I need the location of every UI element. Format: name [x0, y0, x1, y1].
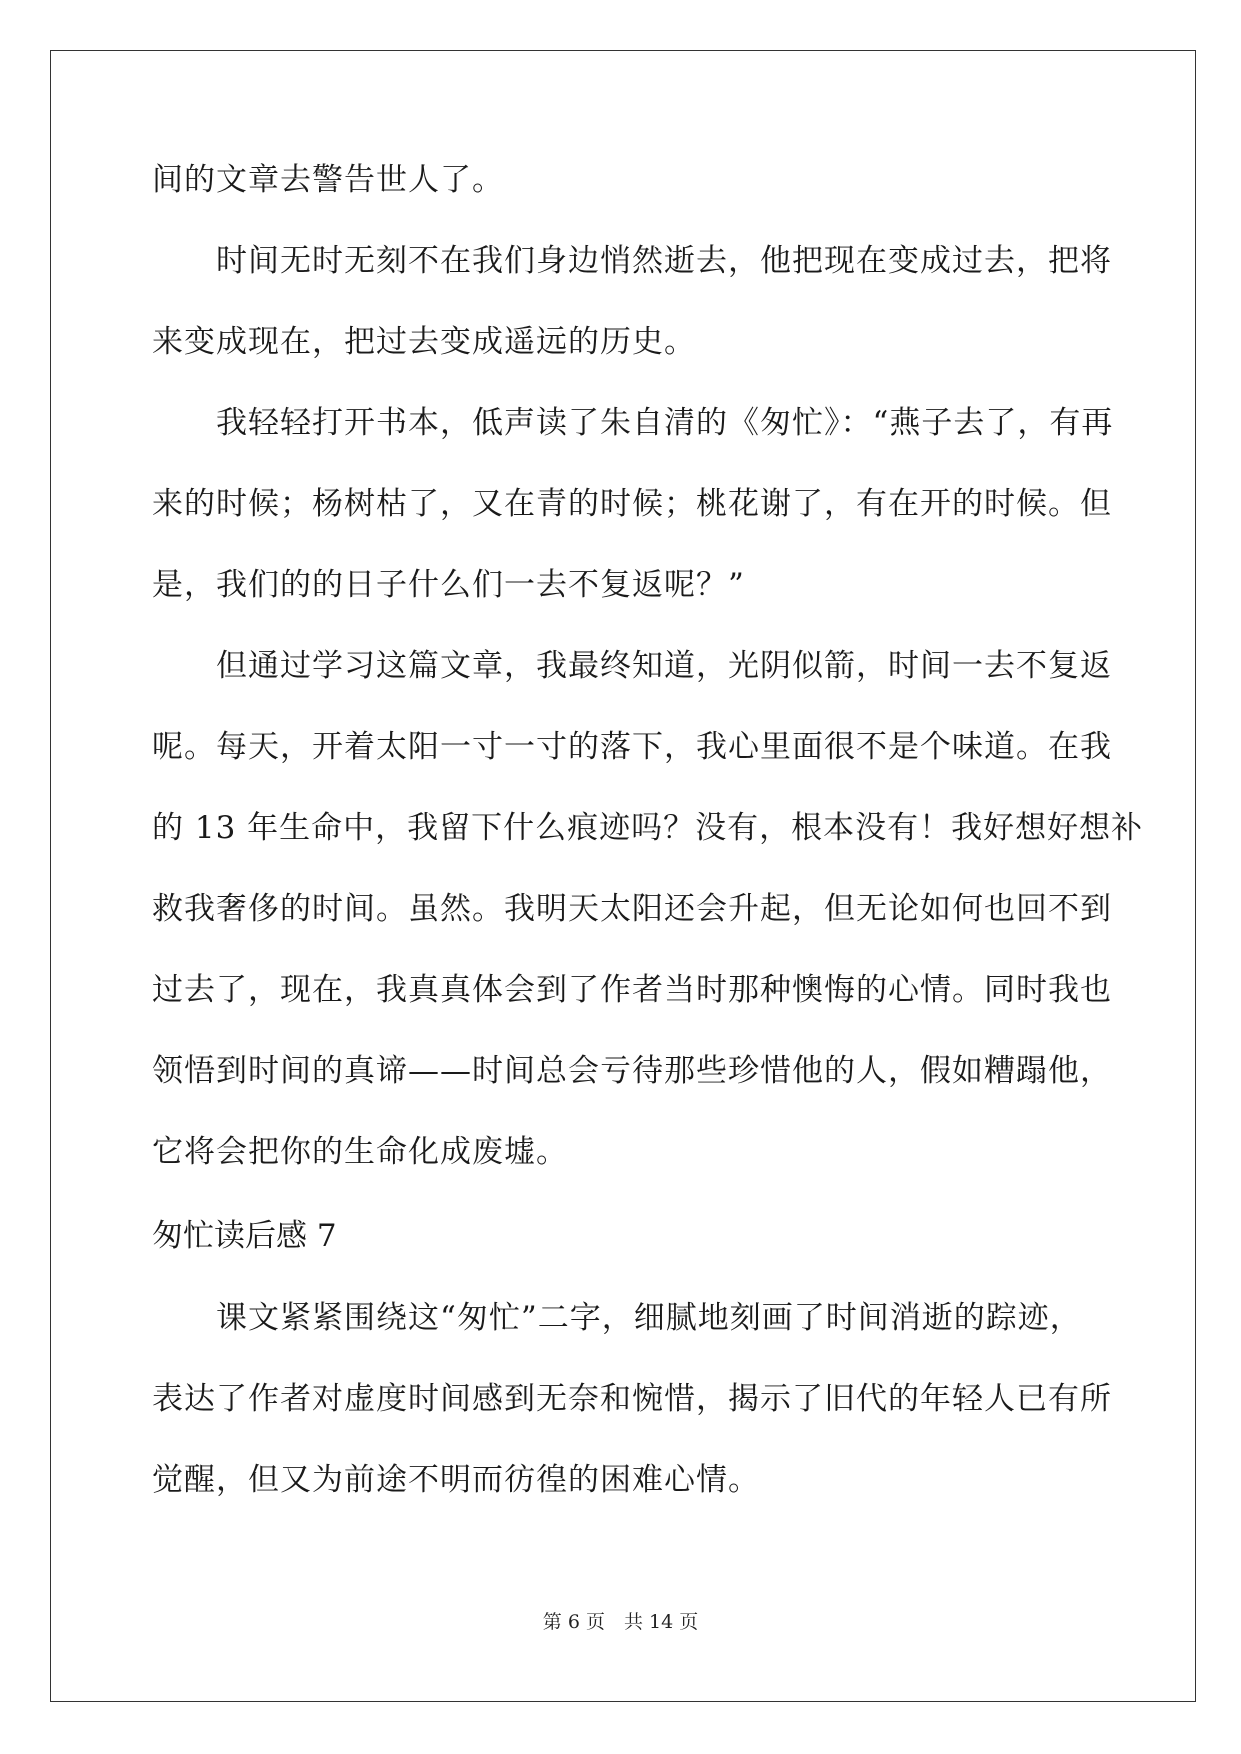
- text-line: 间的文章去警告世人了。: [152, 162, 504, 198]
- text-line: 过去了，现在，我真真体会到了作者当时那种懊悔的心情。同时我也: [152, 972, 1112, 1008]
- page-border: [50, 50, 1196, 1702]
- text-line: 表达了作者对虚度时间感到无奈和惋惜，揭示了旧代的年轻人已有所: [152, 1381, 1112, 1417]
- text-line: 来变成现在，把过去变成遥远的历史。: [152, 324, 696, 360]
- text-line: 的 13 年生命中，我留下什么痕迹吗？没有，根本没有！我好想好想补: [152, 810, 1144, 846]
- text-line: 时间无时无刻不在我们身边悄然逝去，他把现在变成过去，把将: [152, 243, 1112, 279]
- text-line: 领悟到时间的真谛——时间总会亏待那些珍惜他的人，假如糟蹋他，: [152, 1053, 1112, 1089]
- text-line: 课文紧紧围绕这“匆忙”二字，细腻地刻画了时间消逝的踪迹，: [152, 1300, 1082, 1336]
- text-line: 它将会把你的生命化成废墟。: [152, 1134, 568, 1170]
- text-line: 救我奢侈的时间。虽然。我明天太阳还会升起，但无论如何也回不到: [152, 891, 1112, 927]
- section-heading: 匆忙读后感 7: [152, 1218, 337, 1254]
- text-line: 觉醒，但又为前途不明而彷徨的困难心情。: [152, 1462, 760, 1498]
- page-number: 第 6 页 共 14 页: [542, 1611, 699, 1633]
- text-line: 但通过学习这篇文章，我最终知道，光阴似箭，时间一去不复返: [152, 648, 1112, 684]
- text-line: 来的时候；杨树枯了，又在青的时候；桃花谢了，有在开的时候。但: [152, 486, 1112, 522]
- text-line: 呢。每天，开着太阳一寸一寸的落下，我心里面很不是个味道。在我: [152, 729, 1112, 765]
- text-line: 是，我们的的日子什么们一去不复返呢？”: [152, 567, 745, 603]
- text-line: 我轻轻打开书本，低声读了朱自清的《匆忙》：“燕子去了，有再: [152, 405, 1114, 441]
